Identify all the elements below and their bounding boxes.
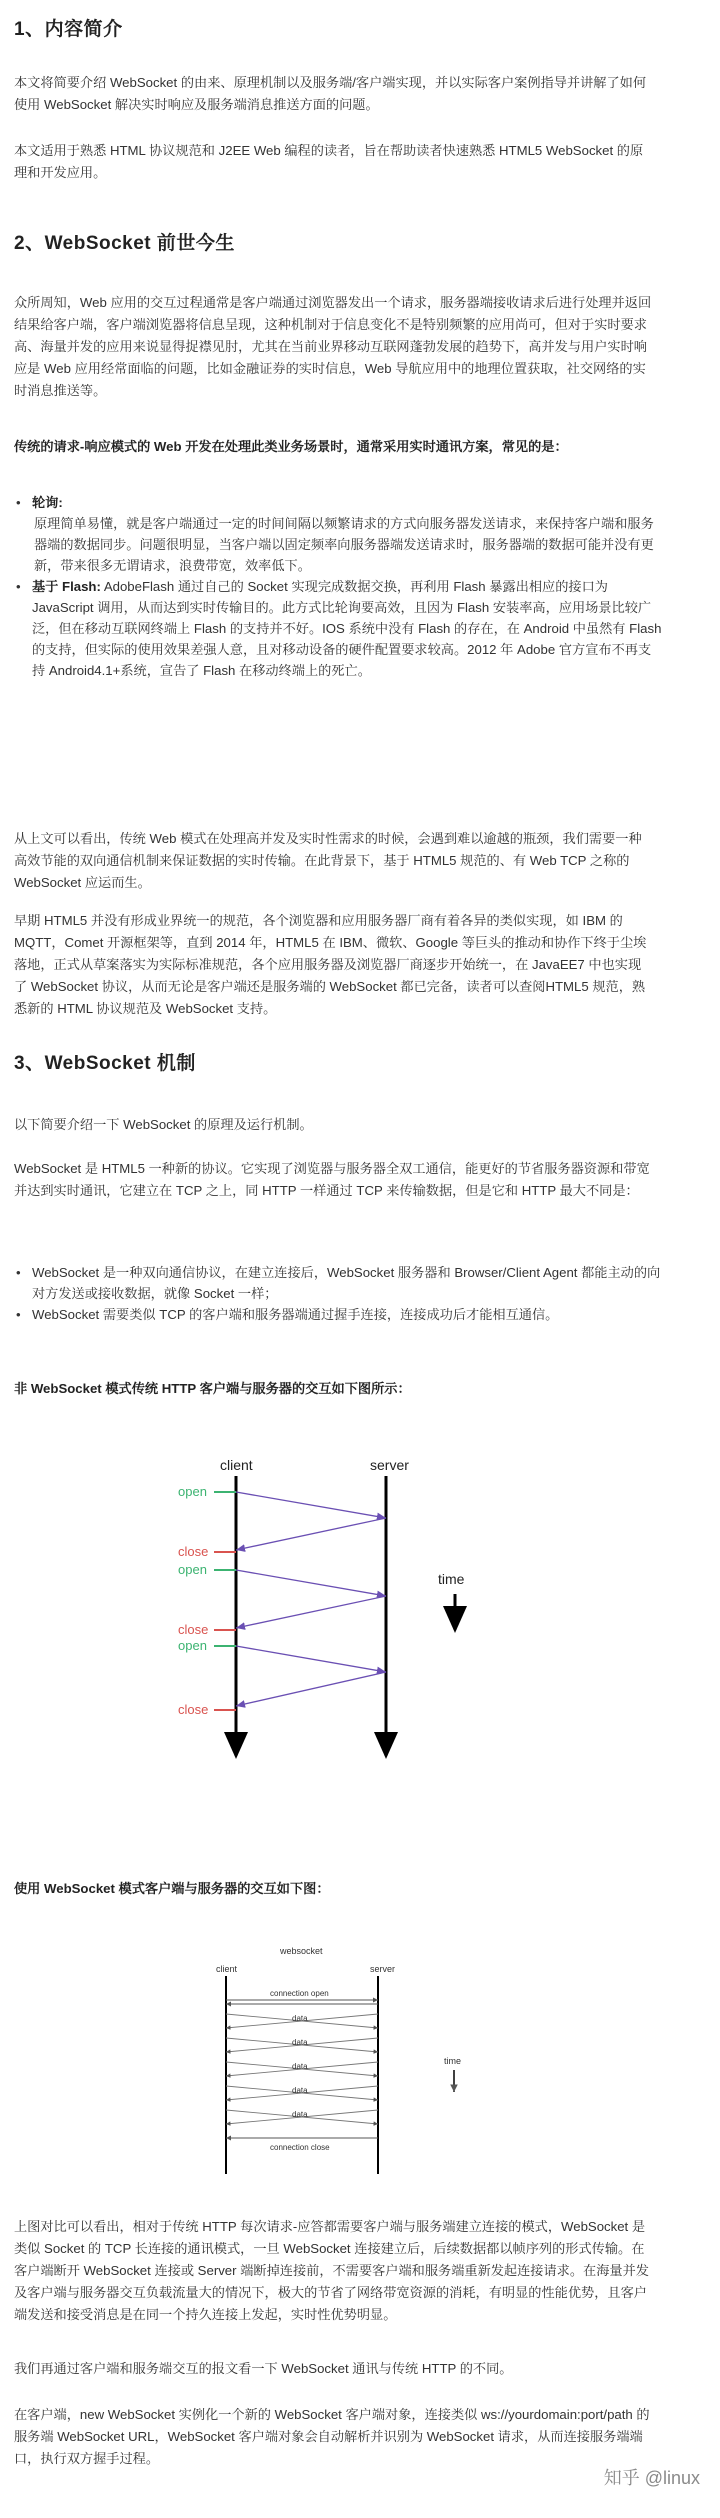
open-label: open [178, 1562, 207, 1577]
intro-paragraph-1: 本文将简要介绍 WebSocket 的由来、原理机制以及服务端/客户端实现，并以实际客户案例指导并讲解了如何使用 WebSocket 解决实时响应及服务端消息推送方面的问题。 [14, 75, 647, 112]
list-item-body: 原理简单易懂，就是客户端通过一定的时间间隔以频繁请求的方式向服务器发送请求，来保持客户端和服务器端的数据同步。问题很明显，当客户端以固定频率向服务器端发送请求时，服务器端的数据可能并没有更新，带来很多无谓请求，浪费带宽，效率低下。 [34, 516, 654, 573]
mechanism-paragraph-4: 我们再通过客户端和服务端交互的报文看一下 WebSocket 通讯与传统 HTTP 的不同。 [14, 2361, 513, 2376]
time-label: time [444, 2056, 462, 2066]
history-paragraph-1: 众所周知，Web 应用的交互过程通常是客户端通过浏览器发出一个请求，服务器端接收请求后进行处理并返回结果给客户端，客户端浏览器将信息呈现，这种机制对于信息变化不是特别频繁的应用尚可，但对于实时要求高、海量并发的应用来说显得捉襟见肘，尤其在当前业界移动互联网蓬勃发展的趋势下，高并发与用户实时响应是 Web 应用经常面临的问题，比如金融证券的实时信息，Web 导航应用中的地理位置获取，社交网络的实时消息推送等。 [14, 295, 652, 398]
section-title-mechanism: 3、WebSocket 机制 [14, 1053, 196, 1074]
list-item [14, 576, 664, 681]
section-title-history: 2、WebSocket 前世今生 [14, 233, 235, 254]
list-item-title: 轮询: [32, 495, 63, 510]
data-label: data [292, 2038, 308, 2047]
request-arrow [236, 1492, 386, 1518]
websocket-interaction-diagram [200, 1924, 500, 2184]
http-diagram-caption: 非 WebSocket 模式传统 HTTP 客户端与服务器的交互如下图所示： [14, 1381, 411, 1396]
data-label: data [292, 2110, 308, 2119]
mechanism-paragraph-2: WebSocket 是 HTML5 一种新的协议。它实现了浏览器与服务器全双工通信，能更好的节省服务器资源和带宽并达到实时通讯，它建立在 TCP 之上，同 HTTP 一样通过 TCP 来传输数据，但是它和 HTTP 最大不同是： [14, 1161, 650, 1198]
mechanism-paragraph-3: 上图对比可以看出，相对于传统 HTTP 每次请求-应答都需要客户端与服务端建立连接的模式，WebSocket 是类似 Socket 的 TCP 长连接的通讯模式，一旦 WebSocket 连接建立后，后续数据都以帧序列的形式传输。在客户端断开 WebSocket 连接或 Server 端断掉连接前，不需要客户端和服务端重新发起连接请求。在海量并发及客户端与服务器交互负载流量大的情况下，极大的节省了网络带宽资源的消耗，有明显的性能优势，且客户端发送和接受消息是在同一个持久连接上发起，实时性优势明显。 [14, 2219, 649, 2322]
list-item-body: AdobeFlash 通过自己的 Socket 实现完成数据交换，再利用 Flash 暴露出相应的接口为 JavaScript 调用，从而达到实时传输目的。此方式比轮询要高效，且因为 Flash 安装率高，应用场景比较广泛，但在移动互联网终端上 Flash 的支持并不好。IOS 系统中没有 Flash 的存在，在 Android 中虽然有 Flash 的支持，但实际的使用效果差强人意，且对移动设备的硬件配置要求较高。2012 年 Adobe 官方宣布不再支持 Android4.1+系统，宣告了 Flash 在移动终端上的死亡。 [32, 579, 662, 678]
list-item: • WebSocket 需要类似 TCP 的客户端和服务器端通过握手连接，连接成功后才能相互通信。 [14, 1304, 664, 1325]
http-interaction-diagram [170, 1434, 530, 1784]
realtime-solutions-list [14, 492, 664, 681]
open-label: open [178, 1484, 207, 1499]
data-label: data [292, 2086, 308, 2095]
server-label: server [370, 1457, 409, 1473]
list-item: • WebSocket 是一种双向通信协议，在建立连接后，WebSocket 服务器和 Browser/Client Agent 都能主动的向对方发送或接收数据，就像 Socket 一样； [14, 1262, 664, 1304]
client-label: client [220, 1457, 253, 1473]
response-arrow [236, 1596, 386, 1628]
websocket-diagram-caption: 使用 WebSocket 模式客户端与服务器的交互如下图： [14, 1881, 330, 1896]
data-label: data [292, 2062, 308, 2071]
history-paragraph-4: 早期 HTML5 并没有形成业界统一的规范，各个浏览器和应用服务器厂商有着各异的类似实现，如 IBM 的 MQTT，Comet 开源框架等，直到 2014 年，HTML5 在 IBM、微软、Google 等巨头的推动和协作下终于尘埃落地，正式从草案落实为实际标准规范，各个应用服务器及浏览器厂商逐步开始统一，在 JavaEE7 中也实现了 WebSocket 协议，从而无论是客户端还是服务端的 WebSocket 都已完备，读者可以查阅HTML5 规范，熟悉新的 HTML 协议规范及 WebSocket 支持。 [14, 913, 647, 1016]
close-label: close [178, 1544, 209, 1559]
list-item-title: 基于 Flash: [32, 579, 101, 594]
zhihu-watermark: 知乎 @linux [603, 2468, 700, 2488]
request-arrow [236, 1646, 386, 1672]
open-label: open [178, 1638, 207, 1653]
intro-paragraph-2: 本文适用于熟悉 HTML 协议规范和 J2EE Web 编程的读者，旨在帮助读者快速熟悉 HTML5 WebSocket 的原理和开发应用。 [14, 143, 644, 180]
close-label: close [178, 1622, 209, 1637]
diagram-title: websocket [280, 1946, 323, 1956]
response-arrow [236, 1518, 386, 1550]
client-label: client [216, 1964, 238, 1974]
connection-close-label: connection close [270, 2143, 330, 2152]
mechanism-paragraph-5: 在客户端，new WebSocket 实例化一个新的 WebSocket 客户端对象，连接类似 ws://yourdomain:port/path 的服务端 WebSocket URL，WebSocket 客户端对象会自动解析并识别为 WebSocket 请求，从而连接服务端端口，执行双方握手过程。 [14, 2407, 650, 2466]
list-item [14, 492, 664, 576]
connection-open-label: connection open [270, 1989, 329, 1998]
close-label: close [178, 1702, 209, 1717]
websocket-features-list [14, 1262, 664, 1325]
history-paragraph-3: 从上文可以看出，传统 Web 模式在处理高并发及实时性需求的时候，会遇到难以逾越的瓶颈，我们需要一种高效节能的双向通信机制来保证数据的实时传输。在此背景下，基于 HTML5 规范的、有 Web TCP 之称的 WebSocket 应运而生。 [14, 831, 642, 890]
response-arrow [236, 1672, 386, 1706]
section-title-intro: 1、内容简介 [14, 19, 123, 40]
mechanism-paragraph-1: 以下简要介绍一下 WebSocket 的原理及运行机制。 [14, 1117, 313, 1132]
request-arrow [236, 1570, 386, 1596]
history-paragraph-2: 传统的请求-响应模式的 Web 开发在处理此类业务场景时，通常采用实时通讯方案，常见的是： [14, 439, 568, 454]
time-label: time [438, 1571, 465, 1587]
data-label: data [292, 2014, 308, 2023]
server-label: server [370, 1964, 396, 1974]
